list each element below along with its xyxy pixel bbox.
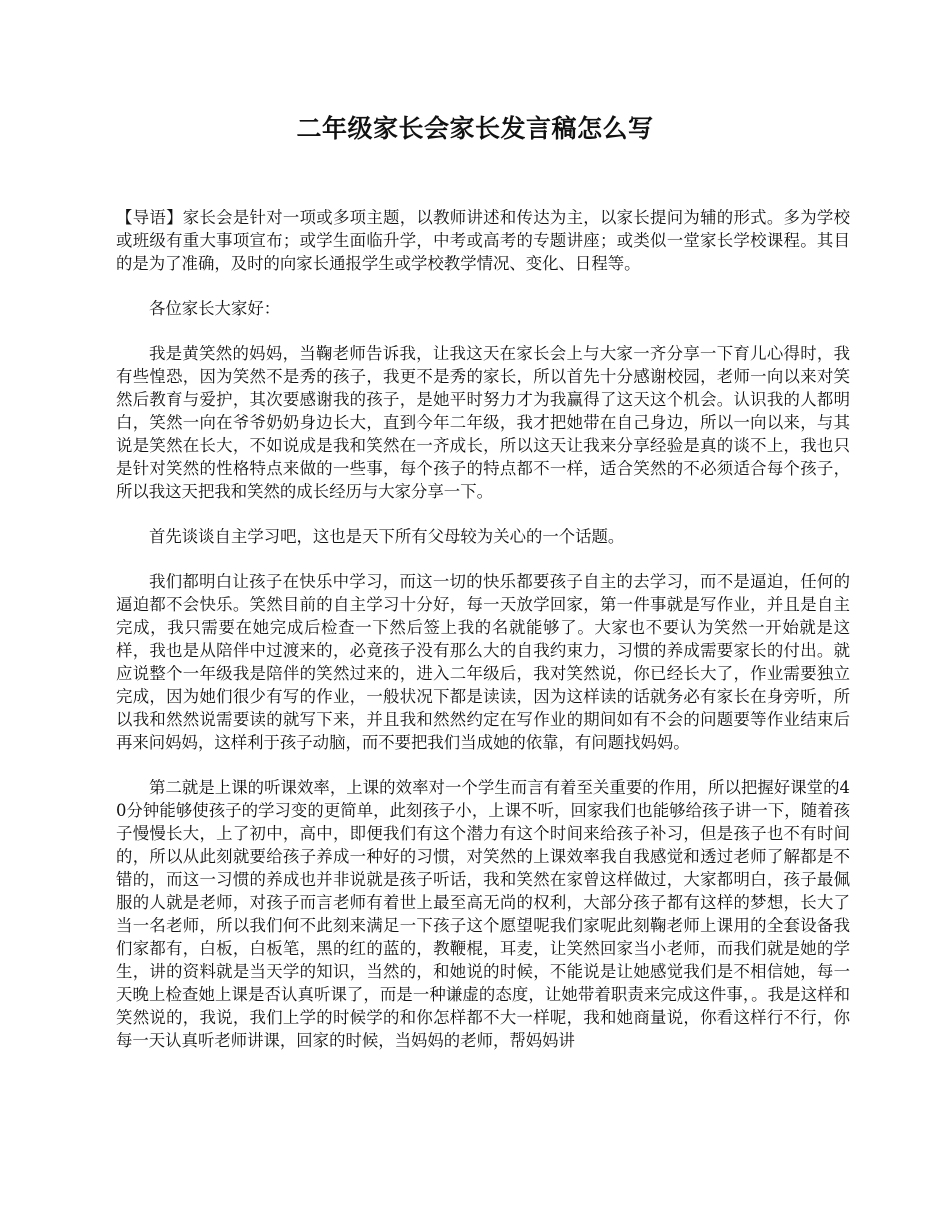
body-paragraph-class-efficiency: 第二就是上课的听课效率，上课的效率对一个学生而言有着至关重要的作用，所以把握好课堂的40分钟能够使孩子的学习变的更简单，此刻孩子小，上课不听，回家我们也能够给孩子讲一下，随着孩子慢慢长大，上了初中，高中，即便我们有这个潜力有这个时间来给孩子补习，但是孩子也不有时间的，所以从此刻就要给孩子养成一种好的习惯，对笑然的上课效率我自我感觉和透过老师了解都是不错的，而这一习惯的养成也并非说就是孩子听话，我和笑然在家曾这样做过，大家都明白，孩子最佩服的人就是老师，对孩子而言老师有着世上最至高无尚的权利，大部分孩子都有这样的梦想，长大了当一名老师，所以我们何不此刻来满足一下孩子这个愿望呢我们家呢此刻鞠老师上课用的全套设备我们家都有，白板，白板笔，黑的红的蓝的，教鞭棍，耳麦，让笑然回家当小老师，而我们就是她的学生，讲的资料就是当天学的知识，当然的，和她说的时候，不能说是让她感觉我们是不相信她，每一天晚上检查她上课是否认真听课了，而是一种谦虚的态度，让她带着职责来完成这件事，。我是这样和笑然说的，我说，我们上学的时候学的和你怎样都不大一样呢，我和她商量说，你看这样行不行，你每一天认真听老师讲课，回家的时候，当妈妈的老师，帮妈妈讲 <box>116 778 850 1050</box>
document-body <box>116 206 850 1074</box>
body-paragraph-topic-intro: 首先谈谈自主学习吧，这也是天下所有父母较为关心的一个话题。 <box>149 527 625 546</box>
intro-paragraph: 【导语】家长会是针对一项或多项主题，以教师讲述和传达为主，以家长提问为辅的形式。多为学校或班级有重大事项宣布；或学生面临升学，中考或高考的专题讲座；或类似一堂家长学校课程。其目的是为了准确，及时的向家长通报学生或学校教学情况、变化、日程等。 <box>116 208 850 273</box>
document-title: 二年级家长会家长发言稿怎么写 <box>296 114 654 143</box>
greeting-paragraph: 各位家长大家好： <box>149 299 281 318</box>
body-paragraph-self-study: 我们都明白让孩子在快乐中学习，而这一切的快乐都要孩子自主的去学习，而不是逼迫，任何的逼迫都不会快乐。笑然目前的自主学习十分好，每一天放学回家，第一件事就是写作业，并且是自主完成，我只需要在她完成后检查一下然后签上我的名就能够了。大家也不要认为笑然一开始就是这样，我也是从陪伴中过渡来的，必竟孩子没有那么大的自我约束力，习惯的养成需要家长的付出。就应说整个一年级我是陪伴的笑然过来的，进入二年级后，我对笑然说，你已经长大了，作业需要独立完成，因为她们很少有写的作业，一般状况下都是读读，因为这样读的话就务必有家长在身旁听，所以我和然然说需要读的就写下来，并且我和然然约定在写作业的期间如有不会的问题要等作业结束后再来问妈妈，这样利于孩子动脑，而不要把我们当成她的依靠，有问题找妈妈。 <box>116 572 850 752</box>
body-paragraph-self-introduction: 我是黄笑然的妈妈，当鞠老师告诉我，让我这天在家长会上与大家一齐分享一下育儿心得时，我有些惶恐，因为笑然不是秀的孩子，我更不是秀的家长，所以首先十分感谢校园，老师一向以来对笑然后教育与爱护，其次要感谢我的孩子，是她平时努力才为我赢得了这天这个机会。认识我的人都明白，笑然一向在爷爷奶奶身边长大，直到今年二年级，我才把她带在自己身边，所以一向以来，与其说是笑然在长大，不如说成是我和笑然在一齐成长，所以这天让我来分享经验是真的谈不上，我也只是针对笑然的性格特点来做的一些事，每个孩子的特点都不一样，适合笑然的不必须适合每个孩子，所以我这天把我和笑然的成长经历与大家分享一下。 <box>116 344 850 501</box>
